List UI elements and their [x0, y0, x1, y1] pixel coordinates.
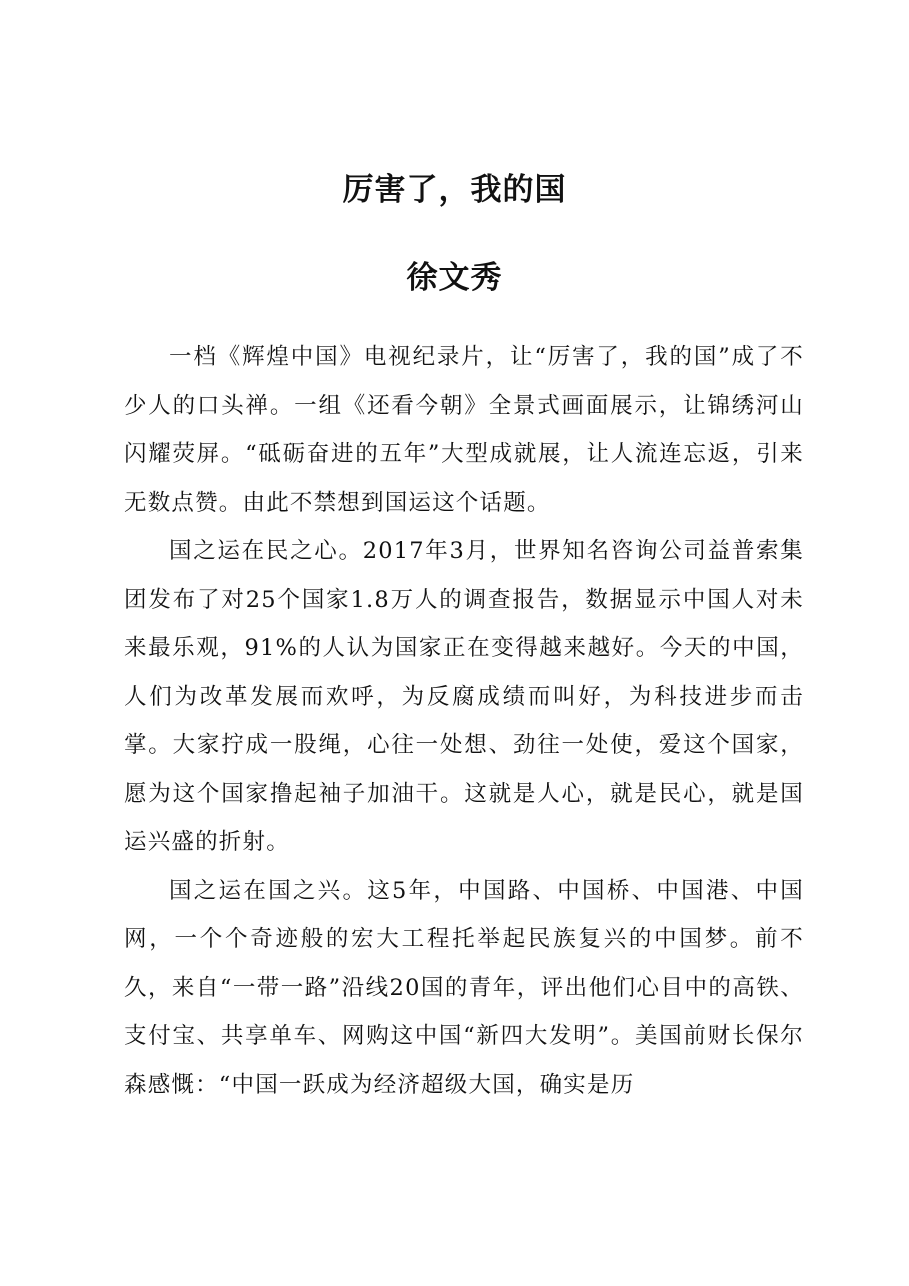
paragraph-1: 一档《辉煌中国》电视纪录片，让“厉害了，我的国”成了不少人的口头禅。一组《还看今朝》全景式画面展示，让锦绣河山闪耀荧屏。“砥砺奋进的五年”大型成就展，让人流连忘返，引来无数点赞。由此不禁想到国运这个话题。 — [124, 344, 804, 516]
paragraph-2: 国之运在民之心。2017年3月，世界知名咨询公司益普索集团发布了对25个国家1.8万人的调查报告，数据显示中国人对未来最乐观，91%的人认为国家正在变得越来越好。今天的中国，人们为改革发展而欢呼，为反腐成绩而叫好，为科技进步而击掌。大家拧成一股绳，心往一处想、劲往一处使，爱这个国家，愿为这个国家撸起袖子加油干。这就是人心，就是民心，就是国运兴盛的折射。 — [124, 538, 804, 855]
document-author: 徐文秀 — [406, 260, 503, 296]
document-title: 厉害了，我的国 — [342, 172, 567, 208]
paragraph-3: 国之运在国之兴。这5年，中国路、中国桥、中国港、中国网，一个个奇迹般的宏大工程托举起民族复兴的中国梦。前不久，来自“一带一路”沿线20国的青年，评出他们心目中的高铁、支付宝、共享单车、网购这中国“新四大发明”。美国前财长保尔森感慨：“中国一跃成为经济超级大国，确实是历 — [124, 877, 804, 1098]
document-body — [124, 333, 804, 1109]
